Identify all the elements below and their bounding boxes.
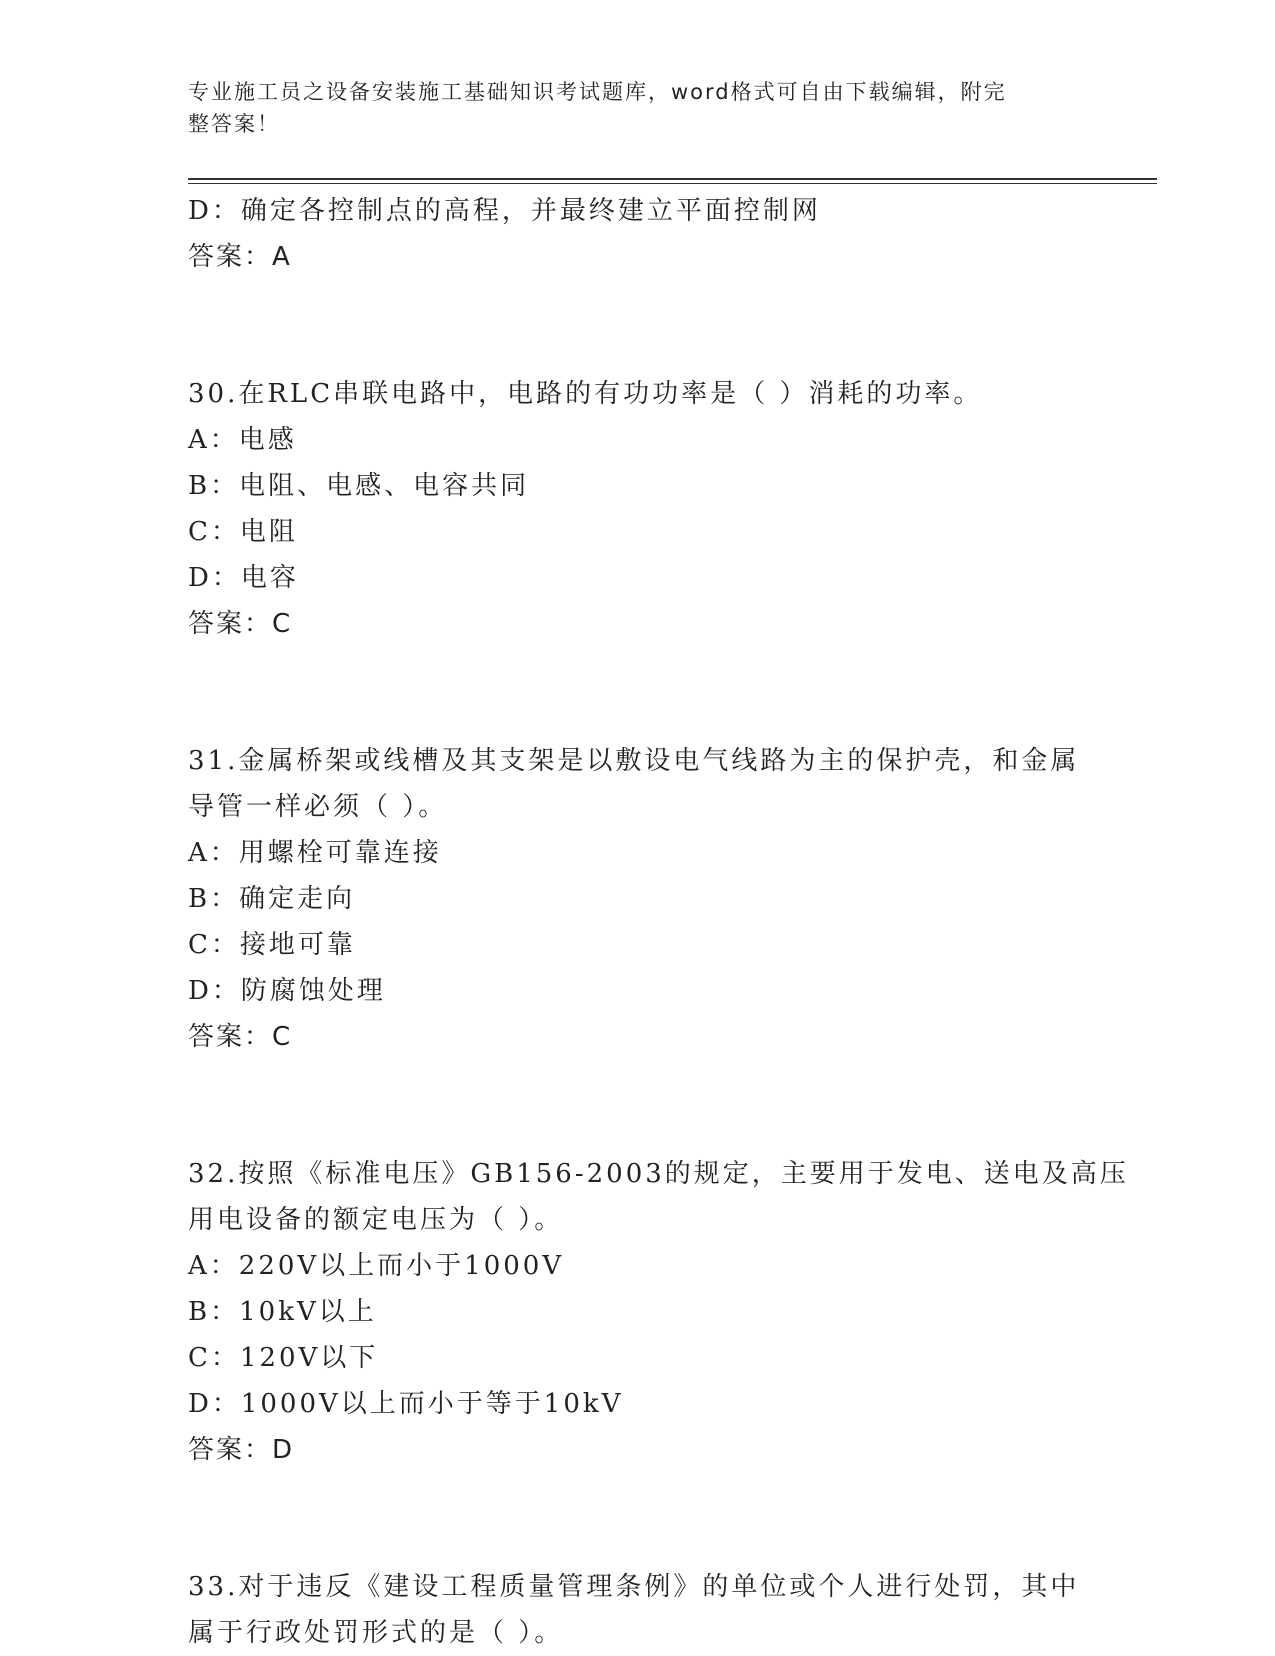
option-c: C：电阻 — [188, 517, 298, 547]
question-stem-line-2: 属于行政处罚形式的是（ ）。 — [188, 1618, 564, 1648]
option-b: B：确定走向 — [188, 884, 356, 914]
option-a: A：220V以上而小于1000V — [188, 1251, 565, 1281]
question-33 — [188, 1564, 1088, 1656]
question-stem-line-2: 用电设备的额定电压为（ ）。 — [188, 1205, 564, 1235]
header-rule-thin — [188, 183, 1157, 184]
document-header — [188, 76, 1068, 140]
header-rule-thick — [188, 178, 1157, 180]
answer: 答案：D — [188, 1435, 295, 1465]
option-b: B：10kV以上 — [188, 1297, 377, 1327]
option-d: D：防腐蚀处理 — [188, 976, 386, 1006]
header-line-1: 专业施工员之设备安装施工基础知识考试题库，word格式可自由下载编辑，附完 — [188, 80, 1007, 104]
question-stem-line-1: 33.对于违反《建设工程质量管理条例》的单位或个人进行处罚，其中 — [188, 1572, 1080, 1602]
question-32 — [188, 1151, 1129, 1473]
answer: 答案：C — [188, 609, 293, 639]
option-b: B：电阻、电感、电容共同 — [188, 471, 530, 501]
option-d: D：1000V以上而小于等于10kV — [188, 1389, 624, 1419]
prev-option-d: D：确定各控制点的高程，并最终建立平面控制网 — [188, 196, 821, 226]
question-stem: 30.在RLC串联电路中，电路的有功功率是（ ）消耗的功率。 — [188, 379, 983, 409]
option-c: C：接地可靠 — [188, 930, 356, 960]
question-stem-line-2: 导管一样必须（ ）。 — [188, 792, 448, 822]
option-d: D：电容 — [188, 563, 299, 593]
answer: 答案：C — [188, 1022, 293, 1052]
option-a: A：电感 — [188, 425, 297, 455]
prev-answer: 答案：A — [188, 242, 292, 272]
spacer — [188, 280, 1088, 371]
question-stem-line-1: 31.金属桥架或线槽及其支架是以敷设电气线路为主的保护壳，和金属 — [188, 746, 1080, 776]
spacer — [188, 647, 1088, 738]
option-a: A：用螺栓可靠连接 — [188, 838, 442, 868]
spacer — [188, 1473, 1088, 1564]
header-line-2: 整答案！ — [188, 112, 280, 136]
question-content — [188, 188, 1129, 1656]
question-31 — [188, 738, 1088, 1060]
question-stem-line-1: 32.按照《标准电压》GB156-2003的规定，主要用于发电、送电及高压 — [188, 1159, 1129, 1189]
option-c: C：120V以下 — [188, 1343, 379, 1373]
question-30 — [188, 371, 1088, 647]
spacer — [188, 1060, 1088, 1151]
